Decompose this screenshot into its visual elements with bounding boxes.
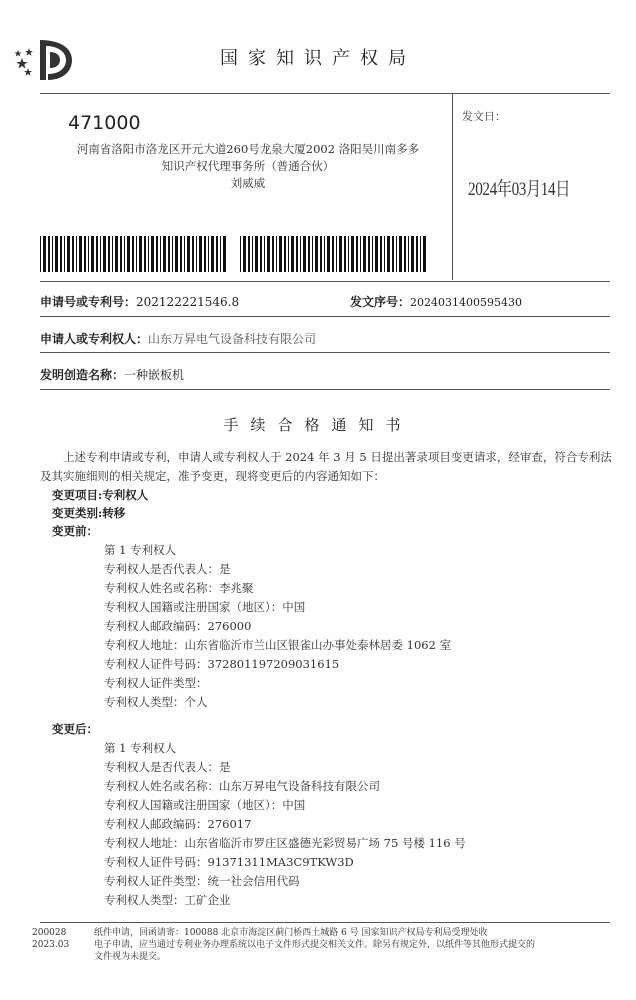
- list-item: 专利权人证件类型：: [104, 676, 208, 690]
- list-item: 专利权人证件号码：91371311MA3C9TKW3D: [104, 855, 354, 869]
- list-item: 专利权人国籍或注册国家（地区）：中国: [104, 600, 306, 614]
- footer-divider: [40, 922, 610, 923]
- footer-notes: [94, 927, 614, 963]
- list-item: 专利权人是否代表人：是: [104, 760, 231, 774]
- before-list: [104, 541, 451, 712]
- invention-name: 一种嵌板机: [124, 368, 185, 382]
- applicant-row: [40, 330, 316, 347]
- form-code: 200028: [32, 928, 67, 938]
- list-item: 专利权人地址：山东省临沂市罗庄区盛德光彩贸易广场 75 号楼 116 号: [104, 836, 466, 850]
- postal-code: 471000: [68, 112, 141, 134]
- recipient-address: [48, 141, 448, 192]
- after-list: [104, 739, 466, 910]
- list-item: 专利权人类型：个人: [104, 695, 208, 709]
- change-item: 变更项目:专利权人: [52, 488, 149, 502]
- list-item: 专利权人证件类型：统一社会信用代码: [104, 874, 300, 888]
- list-item: 专利权人类型：工矿企业: [104, 893, 231, 907]
- notice-body: 上述专利申请或专利，申请人或专利权人于 2024 年 3 月 5 日提出著录项目变更请求，经审查，符合专利法及其实施细则的相关规定，准予变更，现将变更后的内容通知如下：: [40, 450, 612, 483]
- footer-line-3: 文件视为未提交。: [94, 952, 167, 962]
- form-version: 2023.03: [32, 940, 70, 950]
- list-item: 专利权人邮政编码：276000: [104, 619, 252, 633]
- list-item: 专利权人姓名或名称：山东万昇电气设备科技有限公司: [104, 779, 380, 793]
- address-line-2: 知识产权代理事务所（普通合伙）: [161, 159, 335, 173]
- date-column-divider: [452, 94, 453, 280]
- invention-row: [40, 366, 184, 383]
- list-item: 专利权人国籍或注册国家（地区）：中国: [104, 798, 306, 812]
- application-number-row: [40, 293, 239, 310]
- address-line-1: 河南省洛阳市洛龙区开元大道260号龙泉大厦2002 洛阳吴川南多多: [76, 142, 420, 156]
- footer-line-1: 纸件申请，回函请寄：100088 北京市海淀区蓟门桥西土城路 6 号 国家知识产权局专利局受理处收: [94, 928, 488, 938]
- document-number-label: 发文序号：: [350, 295, 411, 309]
- divider: [40, 281, 610, 282]
- divider: [40, 389, 610, 390]
- header-divider: [40, 93, 610, 94]
- divider: [40, 316, 610, 317]
- list-item: 专利权人姓名或名称：李兆聚: [104, 581, 254, 595]
- barcode-icon: [240, 236, 428, 272]
- list-item: 专利权人地址：山东省临沂市兰山区银雀山办事处泰林居委 1062 室: [104, 638, 452, 652]
- send-date-label: 发文日：: [462, 110, 506, 123]
- application-number-label: 申请号或专利号：: [40, 295, 137, 309]
- divider: [40, 352, 610, 353]
- list-item: 专利权人是否代表人：是: [104, 562, 231, 576]
- footer-line-2: 电子申请，应当通过专利业务办理系统以电子文件形式提交相关文件。除另有规定外，以纸件等其他形式提交的: [94, 940, 536, 950]
- application-number: 202122221546.8: [136, 295, 240, 309]
- document-number: 2024031400595430: [410, 296, 522, 309]
- notice-title: 手续合格通知书: [223, 416, 413, 434]
- footer-codes: [32, 927, 69, 951]
- document-number-row: [350, 293, 522, 310]
- invention-label: 发明创造名称：: [40, 368, 125, 382]
- office-name: 国家知识产权局: [220, 48, 416, 69]
- list-item: 第 1 专利权人: [104, 741, 177, 755]
- list-item: 专利权人邮政编码：276017: [104, 817, 252, 831]
- send-date: 2024年03月14日: [468, 179, 571, 200]
- after-label: 变更后：: [52, 722, 98, 736]
- list-item: 第 1 专利权人: [104, 543, 177, 557]
- list-item: 专利权人证件号码：372801197209031615: [104, 657, 340, 671]
- recipient-name: 刘威威: [230, 176, 266, 190]
- barcode-icon: [40, 236, 228, 272]
- before-label: 变更前：: [52, 524, 98, 538]
- change-type: 变更类别:转移: [52, 506, 126, 520]
- applicant-label: 申请人或专利权人：: [40, 332, 149, 346]
- applicant: 山东万昇电气设备科技有限公司: [148, 332, 317, 346]
